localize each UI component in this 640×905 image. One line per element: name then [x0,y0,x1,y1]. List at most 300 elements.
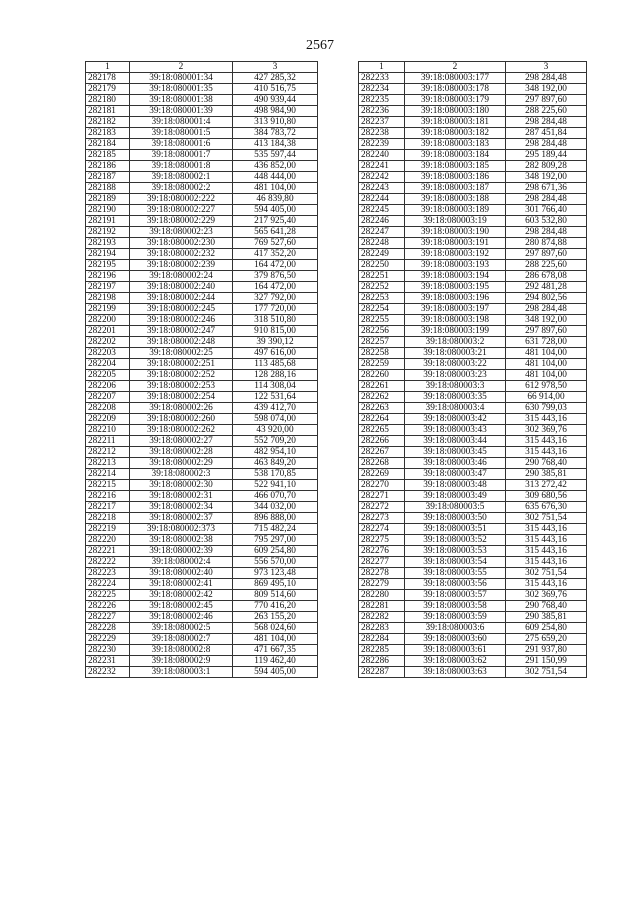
table-row [86,480,318,491]
cadastral-number-cell: 39:18:080003:178 [405,84,506,95]
table-row [359,315,587,326]
row-number-cell: 282232 [86,667,130,678]
value-cell: 302 369,76 [506,425,587,436]
row-number-cell: 282191 [86,216,130,227]
row-number-cell: 282188 [86,183,130,194]
left-table-body [86,73,318,678]
value-cell: 66 914,00 [506,392,587,403]
cadastral-number-cell: 39:18:080003:183 [405,139,506,150]
cadastral-number-cell: 39:18:080003:181 [405,117,506,128]
table-row [86,337,318,348]
value-cell: 43 920,00 [233,425,318,436]
cadastral-number-cell: 39:18:080003:198 [405,315,506,326]
row-number-cell: 282216 [86,491,130,502]
value-cell: 164 472,00 [233,282,318,293]
table-row [86,271,318,282]
value-cell: 344 032,00 [233,502,318,513]
table-row [359,458,587,469]
row-number-cell: 282273 [359,513,405,524]
table-row [86,73,318,84]
cadastral-number-cell: 39:18:080002:45 [130,601,233,612]
value-cell: 290 768,40 [506,458,587,469]
value-cell: 164 472,00 [233,260,318,271]
cadastral-number-cell: 39:18:080003:49 [405,491,506,502]
value-cell: 291 150,99 [506,656,587,667]
table-row [86,469,318,480]
value-cell: 869 495,10 [233,579,318,590]
table-row [86,139,318,150]
table-row [86,612,318,623]
table-row [359,381,587,392]
cadastral-number-cell: 39:18:080001:7 [130,150,233,161]
cadastral-number-cell: 39:18:080003:19 [405,216,506,227]
table-row [86,436,318,447]
cadastral-number-cell: 39:18:080003:60 [405,634,506,645]
cadastral-number-cell: 39:18:080003:45 [405,447,506,458]
table-row [86,458,318,469]
row-number-cell: 282285 [359,645,405,656]
cadastral-number-cell: 39:18:080002:34 [130,502,233,513]
value-cell: 287 451,84 [506,128,587,139]
value-cell: 612 978,50 [506,381,587,392]
table-row [86,128,318,139]
value-cell: 275 659,20 [506,634,587,645]
table-row [86,623,318,634]
cadastral-number-cell: 39:18:080003:177 [405,73,506,84]
cadastral-number-cell: 39:18:080002:254 [130,392,233,403]
table-row [359,205,587,216]
value-cell: 302 751,54 [506,667,587,678]
value-cell: 635 676,30 [506,502,587,513]
value-cell: 315 443,16 [506,579,587,590]
cadastral-number-cell: 39:18:080001:38 [130,95,233,106]
row-number-cell: 282238 [359,128,405,139]
cadastral-number-cell: 39:18:080002:229 [130,216,233,227]
table-row [86,293,318,304]
value-cell: 217 925,40 [233,216,318,227]
row-number-cell: 282227 [86,612,130,623]
cadastral-number-cell: 39:18:080003:63 [405,667,506,678]
left-table-header-row [86,62,318,73]
value-cell: 379 876,50 [233,271,318,282]
cadastral-number-cell: 39:18:080003:46 [405,458,506,469]
table-row [359,139,587,150]
value-cell: 298 284,48 [506,304,587,315]
table-row [359,370,587,381]
cadastral-number-cell: 39:18:080003:51 [405,524,506,535]
table-row [359,172,587,183]
row-number-cell: 282237 [359,117,405,128]
table-row [86,425,318,436]
value-cell: 315 443,16 [506,414,587,425]
cadastral-number-cell: 39:18:080002:23 [130,227,233,238]
cadastral-number-cell: 39:18:080003:4 [405,403,506,414]
value-cell: 313 910,80 [233,117,318,128]
cadastral-number-cell: 39:18:080002:246 [130,315,233,326]
row-number-cell: 282221 [86,546,130,557]
table-row [359,227,587,238]
row-number-cell: 282275 [359,535,405,546]
cadastral-number-cell: 39:18:080001:8 [130,161,233,172]
cadastral-number-cell: 39:18:080002:5 [130,623,233,634]
value-cell: 466 070,70 [233,491,318,502]
cadastral-number-cell: 39:18:080003:179 [405,95,506,106]
row-number-cell: 282255 [359,315,405,326]
cadastral-number-cell: 39:18:080003:6 [405,623,506,634]
value-cell: 313 272,42 [506,480,587,491]
row-number-cell: 282229 [86,634,130,645]
cadastral-number-cell: 39:18:080003:23 [405,370,506,381]
row-number-cell: 282225 [86,590,130,601]
value-cell: 298 671,36 [506,183,587,194]
row-number-cell: 282244 [359,194,405,205]
value-cell: 795 297,00 [233,535,318,546]
cadastral-number-cell: 39:18:080003:53 [405,546,506,557]
row-number-cell: 282270 [359,480,405,491]
cadastral-number-cell: 39:18:080002:251 [130,359,233,370]
table-row [359,359,587,370]
cadastral-number-cell: 39:18:080002:2 [130,183,233,194]
value-cell: 298 284,48 [506,227,587,238]
table-row [86,249,318,260]
cadastral-number-cell: 39:18:080003:61 [405,645,506,656]
row-number-cell: 282267 [359,447,405,458]
value-cell: 594 405,00 [233,205,318,216]
row-number-cell: 282264 [359,414,405,425]
table-row [86,216,318,227]
table-row [359,348,587,359]
table-row [359,568,587,579]
table-row [359,414,587,425]
table-row [86,513,318,524]
row-number-cell: 282263 [359,403,405,414]
row-number-cell: 282205 [86,370,130,381]
value-cell: 910 815,00 [233,326,318,337]
cadastral-number-cell: 39:18:080003:184 [405,150,506,161]
cadastral-number-cell: 39:18:080003:21 [405,348,506,359]
row-number-cell: 282224 [86,579,130,590]
row-number-cell: 282261 [359,381,405,392]
row-number-cell: 282211 [86,436,130,447]
cadastral-number-cell: 39:18:080003:55 [405,568,506,579]
value-cell: 809 514,60 [233,590,318,601]
value-cell: 348 192,00 [506,172,587,183]
row-number-cell: 282239 [359,139,405,150]
value-cell: 973 123,48 [233,568,318,579]
cadastral-number-cell: 39:18:080002:9 [130,656,233,667]
cadastral-number-cell: 39:18:080002:28 [130,447,233,458]
table-row [359,403,587,414]
value-cell: 298 284,48 [506,139,587,150]
row-number-cell: 282281 [359,601,405,612]
cadastral-number-cell: 39:18:080003:54 [405,557,506,568]
table-row [359,128,587,139]
row-number-cell: 282197 [86,282,130,293]
cadastral-number-cell: 39:18:080002:3 [130,469,233,480]
value-cell: 896 888,00 [233,513,318,524]
table-row [86,183,318,194]
row-number-cell: 282204 [86,359,130,370]
table-row [86,194,318,205]
table-row [86,205,318,216]
value-cell: 295 189,44 [506,150,587,161]
cadastral-number-cell: 39:18:080002:46 [130,612,233,623]
table-row [86,568,318,579]
table-row [359,282,587,293]
table-row [359,106,587,117]
row-number-cell: 282245 [359,205,405,216]
table-row [359,601,587,612]
row-number-cell: 282243 [359,183,405,194]
table-row [359,469,587,480]
table-row [359,117,587,128]
row-number-cell: 282277 [359,557,405,568]
row-number-cell: 282242 [359,172,405,183]
table-row [86,84,318,95]
row-number-cell: 282207 [86,392,130,403]
row-number-cell: 282203 [86,348,130,359]
table-row [359,524,587,535]
cadastral-number-cell: 39:18:080003:44 [405,436,506,447]
table-row [86,546,318,557]
table-row [359,84,587,95]
value-cell: 609 254,80 [233,546,318,557]
cadastral-number-cell: 39:18:080003:193 [405,260,506,271]
value-cell: 552 709,20 [233,436,318,447]
row-number-cell: 282250 [359,260,405,271]
table-row [86,535,318,546]
cadastral-number-cell: 39:18:080003:50 [405,513,506,524]
table-row [359,271,587,282]
cadastral-number-cell: 39:18:080003:1 [130,667,233,678]
table-row [359,73,587,84]
row-number-cell: 282280 [359,590,405,601]
value-cell: 177 720,00 [233,304,318,315]
value-cell: 114 308,04 [233,381,318,392]
row-number-cell: 282253 [359,293,405,304]
table-row [359,436,587,447]
row-number-cell: 282265 [359,425,405,436]
value-cell: 413 184,38 [233,139,318,150]
column-header: 2 [130,62,233,73]
table-row [86,348,318,359]
column-header: 3 [506,62,587,73]
cadastral-number-cell: 39:18:080002:29 [130,458,233,469]
row-number-cell: 282274 [359,524,405,535]
cadastral-number-cell: 39:18:080002:262 [130,425,233,436]
cadastral-number-cell: 39:18:080003:196 [405,293,506,304]
table-row [359,447,587,458]
row-number-cell: 282228 [86,623,130,634]
value-cell: 280 874,88 [506,238,587,249]
table-row [359,546,587,557]
row-number-cell: 282215 [86,480,130,491]
cadastral-number-cell: 39:18:080002:248 [130,337,233,348]
row-number-cell: 282201 [86,326,130,337]
row-number-cell: 282180 [86,95,130,106]
cadastral-number-cell: 39:18:080001:35 [130,84,233,95]
cadastral-number-cell: 39:18:080003:42 [405,414,506,425]
value-cell: 481 104,00 [506,370,587,381]
row-number-cell: 282208 [86,403,130,414]
table-row [86,414,318,425]
row-number-cell: 282235 [359,95,405,106]
cadastral-number-cell: 39:18:080002:39 [130,546,233,557]
value-cell: 282 809,28 [506,161,587,172]
value-cell: 302 369,76 [506,590,587,601]
cadastral-number-cell: 39:18:080002:232 [130,249,233,260]
table-row [86,447,318,458]
table-row [359,337,587,348]
table-row [86,282,318,293]
cadastral-number-cell: 39:18:080002:38 [130,535,233,546]
row-number-cell: 282181 [86,106,130,117]
row-number-cell: 282283 [359,623,405,634]
value-cell: 482 954,10 [233,447,318,458]
value-cell: 490 939,44 [233,95,318,106]
table-row [359,150,587,161]
row-number-cell: 282279 [359,579,405,590]
row-number-cell: 282257 [359,337,405,348]
row-number-cell: 282269 [359,469,405,480]
row-number-cell: 282240 [359,150,405,161]
table-row [359,95,587,106]
row-number-cell: 282223 [86,568,130,579]
row-number-cell: 282282 [359,612,405,623]
value-cell: 288 225,60 [506,106,587,117]
cadastral-number-cell: 39:18:080003:3 [405,381,506,392]
table-row [86,645,318,656]
value-cell: 46 839,80 [233,194,318,205]
table-row [86,150,318,161]
value-cell: 119 462,40 [233,656,318,667]
row-number-cell: 282220 [86,535,130,546]
row-number-cell: 282272 [359,502,405,513]
table-row [359,161,587,172]
cadastral-number-cell: 39:18:080002:26 [130,403,233,414]
cadastral-number-cell: 39:18:080002:227 [130,205,233,216]
value-cell: 263 155,20 [233,612,318,623]
cadastral-number-cell: 39:18:080003:52 [405,535,506,546]
value-cell: 565 641,28 [233,227,318,238]
table-row [359,645,587,656]
value-cell: 439 412,70 [233,403,318,414]
row-number-cell: 282194 [86,249,130,260]
cadastral-number-cell: 39:18:080003:194 [405,271,506,282]
table-row [359,238,587,249]
row-number-cell: 282200 [86,315,130,326]
value-cell: 410 516,75 [233,84,318,95]
table-row [359,293,587,304]
cadastral-number-cell: 39:18:080002:4 [130,557,233,568]
cadastral-number-cell: 39:18:080001:6 [130,139,233,150]
table-row [86,326,318,337]
value-cell: 309 680,56 [506,491,587,502]
cadastral-number-cell: 39:18:080003:59 [405,612,506,623]
value-cell: 471 667,35 [233,645,318,656]
cadastral-number-cell: 39:18:080002:373 [130,524,233,535]
cadastral-number-cell: 39:18:080002:253 [130,381,233,392]
row-number-cell: 282193 [86,238,130,249]
row-number-cell: 282196 [86,271,130,282]
table-row [86,359,318,370]
cadastral-number-cell: 39:18:080002:42 [130,590,233,601]
cadastral-number-cell: 39:18:080002:247 [130,326,233,337]
value-cell: 630 799,03 [506,403,587,414]
row-number-cell: 282266 [359,436,405,447]
value-cell: 770 416,20 [233,601,318,612]
row-number-cell: 282271 [359,491,405,502]
row-number-cell: 282276 [359,546,405,557]
value-cell: 39 390,12 [233,337,318,348]
cadastral-number-cell: 39:18:080003:195 [405,282,506,293]
cadastral-number-cell: 39:18:080002:222 [130,194,233,205]
cadastral-number-cell: 39:18:080003:192 [405,249,506,260]
value-cell: 297 897,60 [506,249,587,260]
row-number-cell: 282184 [86,139,130,150]
value-cell: 297 897,60 [506,95,587,106]
value-cell: 290 385,81 [506,469,587,480]
value-cell: 286 678,08 [506,271,587,282]
value-cell: 301 766,40 [506,205,587,216]
row-number-cell: 282190 [86,205,130,216]
table-row [359,480,587,491]
cadastral-number-cell: 39:18:080003:188 [405,194,506,205]
row-number-cell: 282286 [359,656,405,667]
value-cell: 481 104,00 [506,348,587,359]
cadastral-number-cell: 39:18:080003:35 [405,392,506,403]
table-row [359,216,587,227]
row-number-cell: 282214 [86,469,130,480]
value-cell: 436 852,00 [233,161,318,172]
value-cell: 298 284,48 [506,194,587,205]
value-cell: 315 443,16 [506,524,587,535]
cadastral-number-cell: 39:18:080003:182 [405,128,506,139]
cadastral-number-cell: 39:18:080001:39 [130,106,233,117]
row-number-cell: 282178 [86,73,130,84]
page-number: 2567 [306,38,334,53]
value-cell: 384 783,72 [233,128,318,139]
column-header: 1 [359,62,405,73]
cadastral-number-cell: 39:18:080003:5 [405,502,506,513]
table-row [359,194,587,205]
cadastral-number-cell: 39:18:080003:56 [405,579,506,590]
row-number-cell: 282182 [86,117,130,128]
row-number-cell: 282248 [359,238,405,249]
row-number-cell: 282258 [359,348,405,359]
value-cell: 594 405,00 [233,667,318,678]
table-row [359,392,587,403]
value-cell: 297 897,60 [506,326,587,337]
row-number-cell: 282186 [86,161,130,172]
table-row [359,304,587,315]
table-row [359,656,587,667]
value-cell: 769 527,60 [233,238,318,249]
value-cell: 315 443,16 [506,436,587,447]
row-number-cell: 282247 [359,227,405,238]
value-cell: 298 284,48 [506,73,587,84]
table-row [359,326,587,337]
cadastral-number-cell: 39:18:080002:25 [130,348,233,359]
cadastral-number-cell: 39:18:080001:5 [130,128,233,139]
value-cell: 609 254,80 [506,623,587,634]
value-cell: 290 768,40 [506,601,587,612]
row-number-cell: 282246 [359,216,405,227]
cadastral-number-cell: 39:18:080002:245 [130,304,233,315]
cadastral-number-cell: 39:18:080002:239 [130,260,233,271]
row-number-cell: 282212 [86,447,130,458]
table-row [86,491,318,502]
